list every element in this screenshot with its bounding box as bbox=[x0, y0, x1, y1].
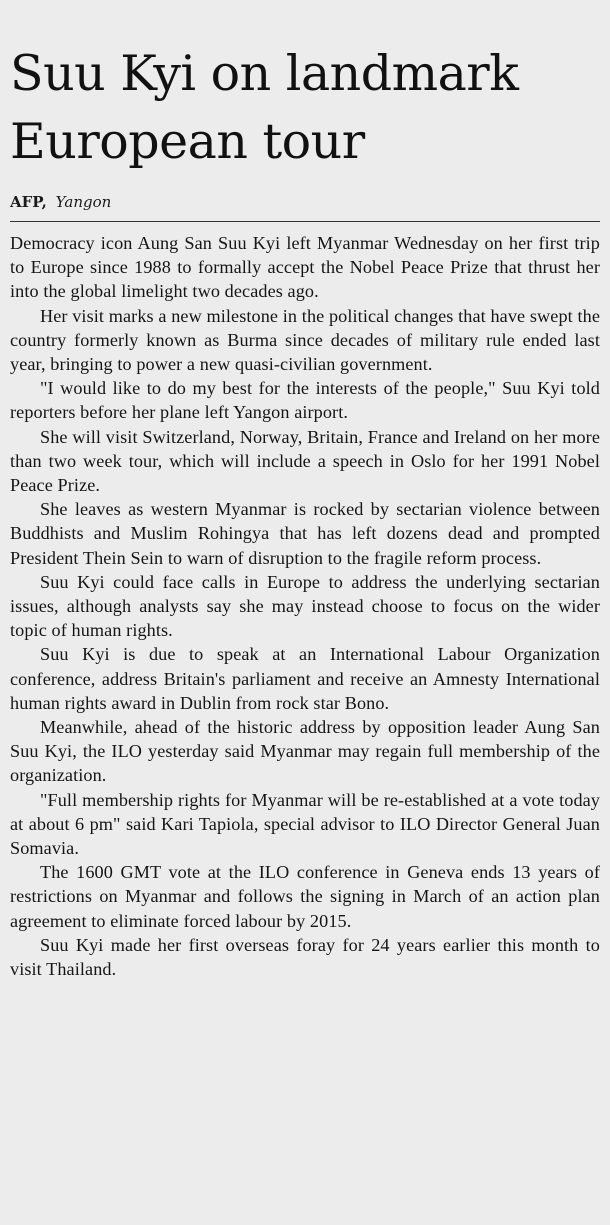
byline bbox=[10, 192, 600, 212]
paragraph-9: "Full membership rights for Myanmar will be re-established at a vote today at about 6 pm" said Kari Tapiola, special advisor to ILO Director General Juan Somavia. bbox=[10, 789, 600, 859]
paragraph-2: Her visit marks a new milestone in the political changes that have swept the country formerly known as Burma since decades of military rule ended last year, bringing to power a new quasi-civilian government. bbox=[10, 305, 600, 375]
paragraph-11: Suu Kyi made her first overseas foray for 24 years earlier this month to visit Thailand. bbox=[10, 934, 600, 980]
paragraph-5: She leaves as western Myanmar is rocked by sectarian violence between Buddhists and Muslim Rohingya that has left dozens dead and prompted President Thein Sein to warn of disruption to the fragile reform process. bbox=[10, 499, 600, 568]
headline: Suu Kyi on landmark European tour bbox=[10, 45, 519, 170]
byline-separator: , bbox=[41, 193, 47, 211]
byline-divider bbox=[10, 221, 600, 222]
paragraph-6: Suu Kyi could face calls in Europe to address the underlying sectarian issues, although analysts say she may instead choose to focus on the wider topic of human rights. bbox=[10, 571, 600, 641]
paragraph-10: The 1600 GMT vote at the ILO conference in Geneva ends 13 years of restrictions on Myanmar and follows the signing in March of an action plan agreement to eliminate forced labour by 2015. bbox=[10, 862, 600, 931]
paragraph-8: Meanwhile, ahead of the historic address by opposition leader Aung San Suu Kyi, the ILO yesterday said Myanmar may regain full membership of the organization. bbox=[10, 717, 600, 786]
article-body bbox=[10, 231, 600, 981]
paragraph-7: Suu Kyi is due to speak at an International Labour Organization conference, address Britain's parliament and receive an Amnesty International human rights award in Dublin from rock star Bono. bbox=[10, 644, 600, 713]
paragraph-3: "I would like to do my best for the interests of the people," Suu Kyi told reporters before her plane left Yangon airport. bbox=[10, 378, 600, 423]
paragraph-1: Democracy icon Aung San Suu Kyi left Myanmar Wednesday on her first trip to Europe since 1988 to formally accept the Nobel Peace Prize that thrust her into the global limelight two decades ago. bbox=[10, 233, 600, 302]
byline-location: Yangon bbox=[55, 193, 112, 211]
byline-agency: AFP bbox=[10, 193, 42, 211]
paragraph-4: She will visit Switzerland, Norway, Britain, France and Ireland on her more than two week tour, which will include a speech in Oslo for her 1991 Nobel Peace Prize. bbox=[10, 426, 600, 496]
